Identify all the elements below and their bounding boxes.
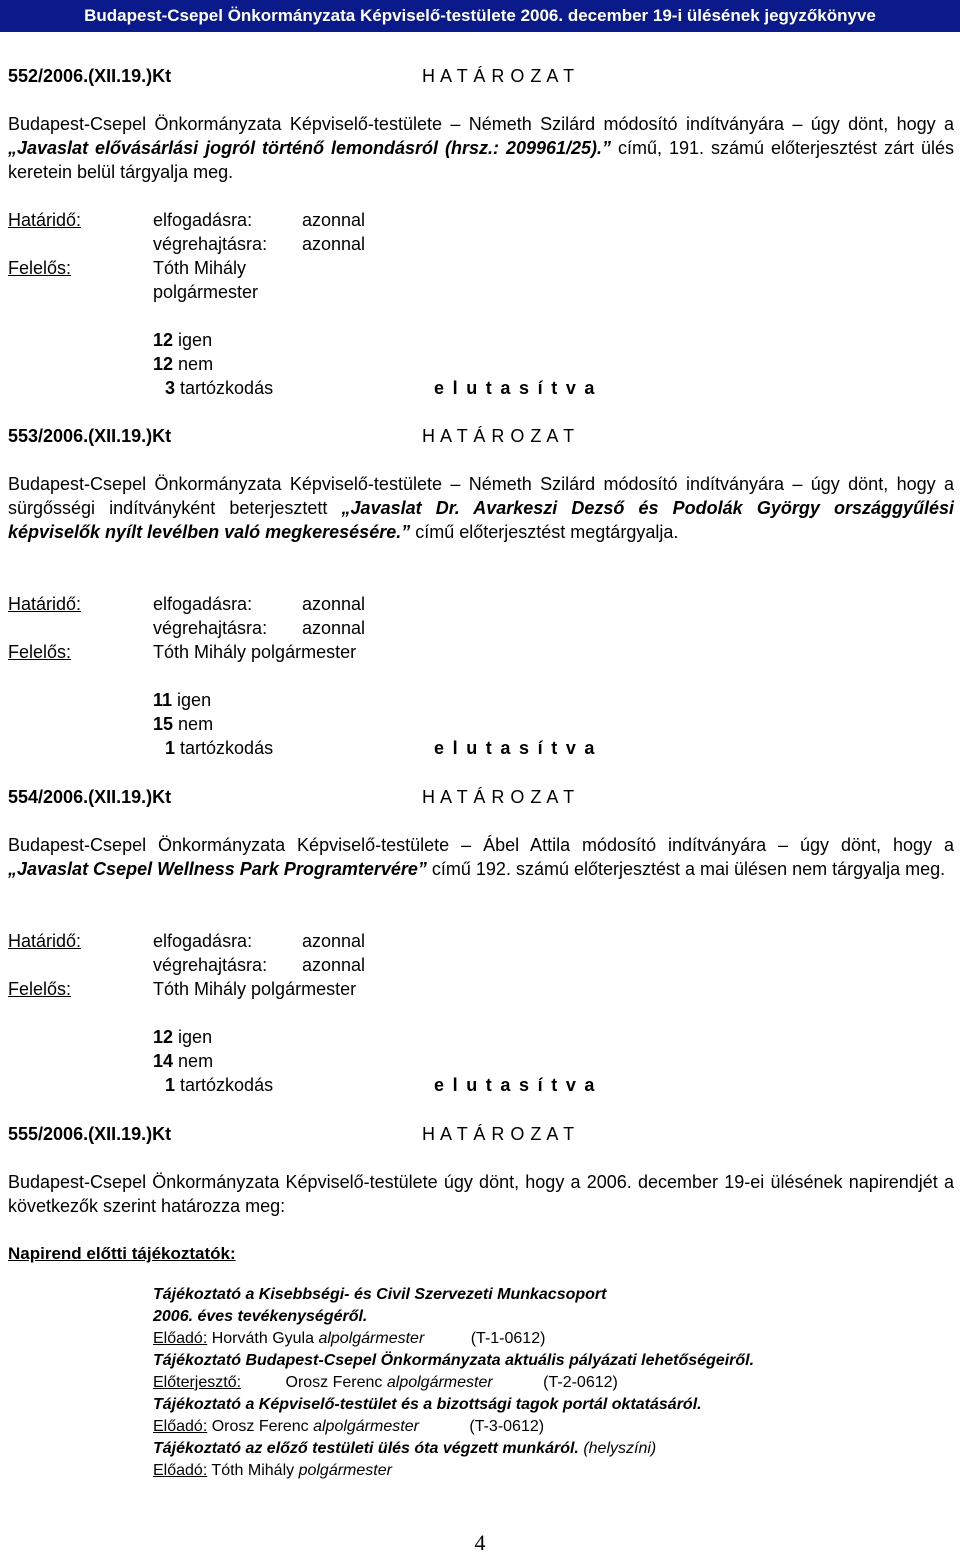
agenda-item-title: Tájékoztató az előző testületi ülés óta végzett munkáról. (helyszíni) [153,1440,657,1457]
document-header: Budapest-Csepel Önkormányzata Képviselő-testülete 2006. december 19-i ülésének jegyzőkönyve [0,0,960,32]
deadline-label: Határidő: [8,210,82,230]
vote-yes: 11 igen [153,690,212,710]
agenda-item-presenter: Előadó: Orosz Ferenc alpolgármester (T-3-0612) [153,1418,545,1435]
agenda-list [153,1284,953,1482]
deadline-label: Határidő: [8,931,82,951]
agenda-item [153,1284,953,1350]
resolution-heading: H A T Á R O Z A T [422,787,575,807]
deadline-label: Határidő: [8,594,82,614]
acceptance-value: azonnal [302,594,366,614]
agenda-item-title: Tájékoztató Budapest-Csepel Önkormányzata aktuális pályázati lehetőségeiről. [153,1352,755,1369]
responsible-label: Felelős: [8,979,72,999]
resolution-heading: H A T Á R O Z A T [422,1124,575,1144]
vote-abstain: 3 tartózkodás [165,378,274,398]
acceptance-label: elfogadásra: [153,594,253,614]
vote-abstain: 1 tartózkodás [165,738,274,758]
agenda-item [153,1394,953,1438]
agenda-heading: Napirend előtti tájékoztatók: [8,1244,236,1263]
responsible-label: Felelős: [8,642,72,662]
responsible-name: Tóth Mihály polgármester [153,642,357,662]
acceptance-value: azonnal [302,210,366,230]
execution-label: végrehajtásra: [153,955,268,975]
agenda-item-title: Tájékoztató a Képviselő-testület és a bizottsági tagok portál oktatásáról. [153,1396,702,1413]
acceptance-label: elfogadásra: [153,931,253,951]
responsible-name: Tóth Mihály polgármester [153,979,357,999]
vote-result: e l u t a s í t v a [434,738,597,758]
agenda-item-title: 2006. éves tevékenységéről. [153,1308,368,1325]
vote-no: 12 nem [153,354,214,374]
resolution-body: Budapest-Csepel Önkormányzata Képviselő-testülete – Németh Szilárd módosító indítványára – úgy dönt, hogy a sürgősségi indítványként beterjesztett „Javaslat Dr. Avarkeszi Dezső és Podolák György országgyűlési képviselők nyílt levélben való megkeresésére.” című előterjesztést megtárgyalja. [8,474,954,542]
acceptance-value: azonnal [302,931,366,951]
execution-label: végrehajtásra: [153,618,268,638]
vote-no: 15 nem [153,714,214,734]
resolution-heading: H A T Á R O Z A T [422,66,575,86]
responsible-name: Tóth Mihály [153,258,247,278]
resolution-body: Budapest-Csepel Önkormányzata Képviselő-testülete úgy dönt, hogy a 2006. december 19-ei ülésének napirendjét a következők szerint határozza meg: [8,1172,954,1216]
page-number: 4 [474,1530,486,1555]
resolution-number: 555/2006.(XII.19.)Kt [8,1124,172,1144]
agenda-item-title: Tájékoztató a Kisebbségi- és Civil Szervezeti Munkacsoport [153,1286,607,1303]
vote-no: 14 nem [153,1051,214,1071]
vote-result: e l u t a s í t v a [434,1075,597,1095]
resolution-body: Budapest-Csepel Önkormányzata Képviselő-testülete – Ábel Attila módosító indítványára – úgy dönt, hogy a „Javaslat Csepel Wellness Park Programtervére” című 192. számú előterjesztést a mai ülésen nem tárgyalja meg. [8,835,954,879]
agenda-item-presenter: Előterjesztő: Orosz Ferenc alpolgármester (T-2-0612) [153,1374,618,1391]
vote-result: e l u t a s í t v a [434,378,597,398]
agenda-item [153,1438,953,1482]
responsible-title: polgármester [153,282,259,302]
resolution-heading: H A T Á R O Z A T [422,426,575,446]
execution-value: azonnal [302,618,366,638]
execution-value: azonnal [302,234,366,254]
resolution-number: 554/2006.(XII.19.)Kt [8,787,172,807]
agenda-item [153,1350,953,1394]
execution-value: azonnal [302,955,366,975]
agenda-item-presenter: Előadó: Tóth Mihály polgármester [153,1462,392,1479]
vote-yes: 12 igen [153,330,213,350]
resolution-number: 552/2006.(XII.19.)Kt [8,66,172,86]
vote-abstain: 1 tartózkodás [165,1075,274,1095]
execution-label: végrehajtásra: [153,234,268,254]
responsible-label: Felelős: [8,258,72,278]
resolution-number: 553/2006.(XII.19.)Kt [8,426,172,446]
vote-yes: 12 igen [153,1027,213,1047]
resolution-body: Budapest-Csepel Önkormányzata Képviselő-testülete – Németh Szilárd módosító indítványára – úgy dönt, hogy a „Javaslat elővásárlási jogról történő lemondásról (hrsz.: 209961/25).” című, 191. számú előterjesztést zárt ülés keretein belül tárgyalja meg. [8,114,954,182]
acceptance-label: elfogadásra: [153,210,253,230]
agenda-item-presenter: Előadó: Horváth Gyula alpolgármester (T-1-0612) [153,1330,546,1347]
